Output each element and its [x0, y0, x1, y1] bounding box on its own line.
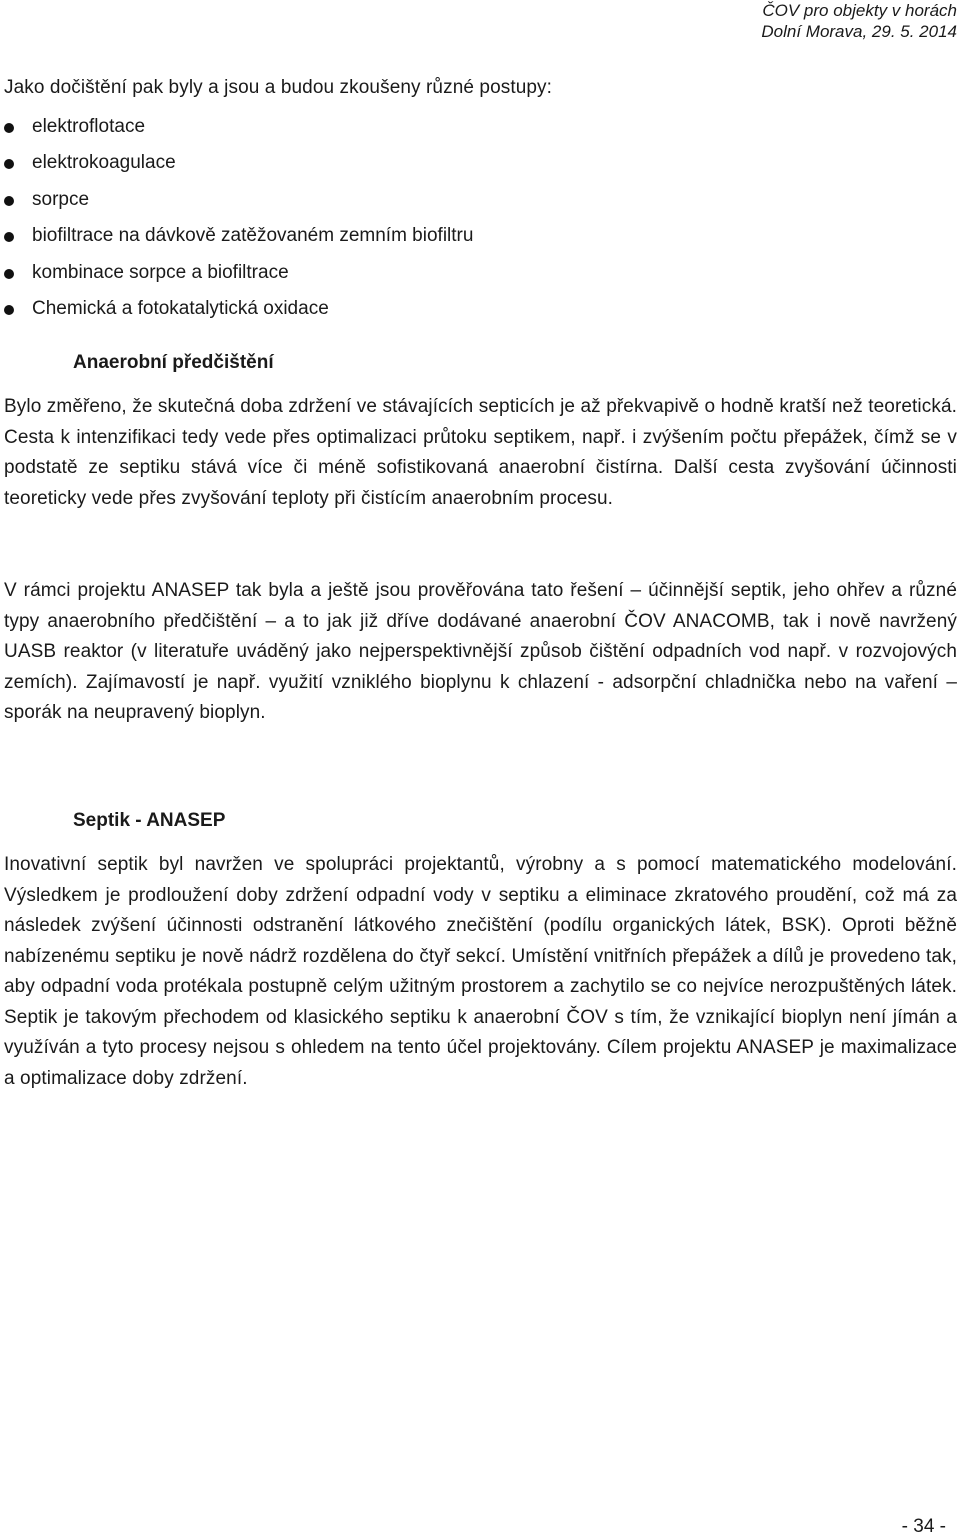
list-item-label: elektroflotace [32, 116, 146, 137]
bullet-icon [4, 196, 14, 206]
list-item [4, 255, 473, 291]
list-item-label: Chemická a fotokatalytická oxidace [32, 297, 329, 319]
header-title: ČOV pro objekty v horách [762, 1, 957, 20]
list-item [4, 109, 473, 145]
paragraph-retention: Bylo změřeno, že skutečná doba zdržení ve stávajících septicích je až překvapivě o hodně kratší než teoretická. Cesta k intenzifikaci tedy vede přes optimalizaci průtoku septikem, např. i zvýšením počtu přepážek, čímž se v podstatě ze septiku stává více či méně sofistikovaná anaerobní čistírna. Další cesta zvyšování účinnosti teoreticky vede přes zvyšování teploty při čistícím anaerobním procesu. [4, 396, 957, 509]
header-date: Dolní Morava, 29. 5. 2014 [761, 22, 957, 41]
section-heading-septik: Septik - ANASEP [73, 810, 226, 831]
paragraph-septik: Inovativní septik byl navržen ve spolupráci projektantů, výrobny a s pomocí matematického modelování. Výsledkem je prodloužení doby zdržení odpadní vody v septiku a eliminace zkratového proudění, což má za následek zvýšení účinnosti odstranění látkového znečištění (podílu organických látek, BSK). Oproti běžně nabízenému septiku je nově nádrž rozdělena do čtyř sekcí. Umístění vnitřních přepážek a dílů je provedeno tak, aby odpadní voda protékala postupně celým užitným prostorem a zachytilo se co nejvíce nerozpuštěných látek. Septik je takovým přechodem od klasického septiku k anaerobní ČOV s tím, že vznikající bioplyn není jímán a využíván a tyto procesy nejsou s ohledem na tento účel projektovány. Cílem projektu ANASEP je maximalizace a optimalizace doby zdržení. [4, 854, 957, 1089]
method-list [4, 109, 473, 327]
bullet-icon [4, 159, 14, 169]
list-item-label: elektrokoagulace [32, 152, 176, 174]
list-item [4, 145, 473, 181]
paragraph-anasep-project: V rámci projektu ANASEP tak byla a ještě jsou prověřována tato řešení – účinnější septik, jeho ohřev a různé typy anaerobního předčištění – a to jak již dříve dodávané anaerobní ČOV ANACOMB, tak i nově navržený UASB reaktor (v literatuře uváděný jako nejperspektivnější způsob čištění odpadních vod např. v rozvojových zemích). Zajímavostí je např. využití vzniklého bioplynu k chlazení - adsorpční chladnička nebo na vaření – sporák na neupravený bioplyn. [4, 580, 957, 723]
list-item-label: kombinace sorpce a biofiltrace [32, 261, 289, 283]
list-item-label: biofiltrace na dávkově zatěžovaném zemním biofiltru [32, 225, 474, 247]
list-item [4, 182, 473, 218]
section-heading-anaerobic: Anaerobní předčištění [73, 352, 274, 373]
list-item [4, 291, 473, 327]
list-item [4, 218, 473, 254]
intro-text: Jako dočištění pak byly a jsou a budou zkoušeny různé postupy: [4, 77, 553, 98]
bullet-icon [4, 269, 14, 279]
page-number: - 34 - [901, 1516, 946, 1537]
running-header [761, 0, 957, 42]
bullet-icon [4, 232, 14, 242]
bullet-icon [4, 305, 14, 315]
list-item-label: sorpce [32, 188, 90, 210]
bullet-icon [4, 123, 14, 133]
